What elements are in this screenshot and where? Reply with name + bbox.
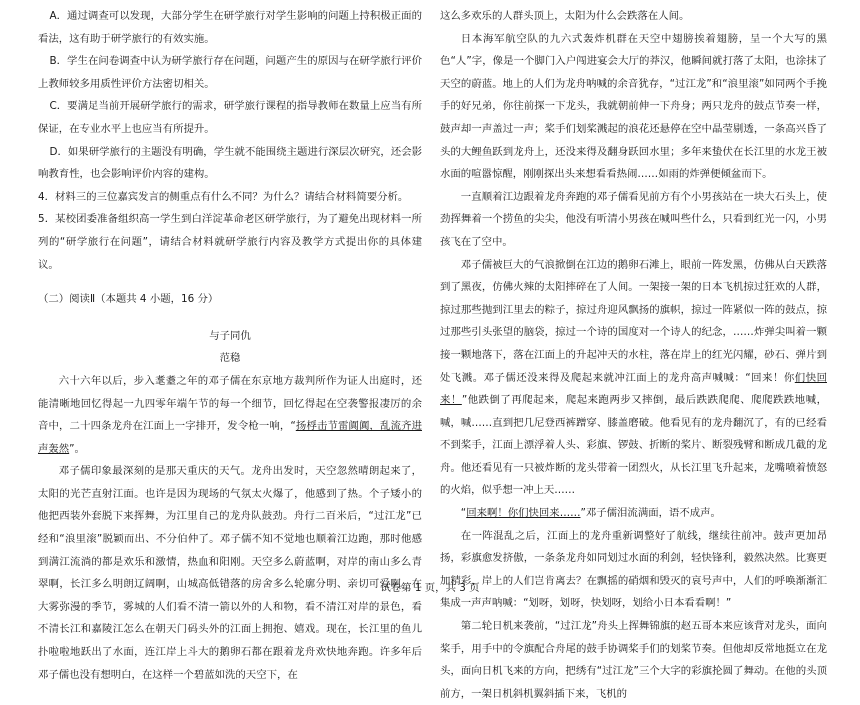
paragraph-9: 第二轮日机来袭前，“过江龙”舟头上挥舞锦旗的赵五哥本来应该背对龙头，面向桨手，用手中的令旗配合舟尾的鼓手协调桨手们的划桨节奏。但他却反常地挺立在龙头，面向日机飞来的方向，把绣有“过江龙”三个大字的彩旗抡圆了舞动。在他的头顶前方，一架日机斜机翼斜插下来，飞机的 [440,620,827,700]
page-footer: 试卷第 1 页，共 3 页 [380,582,480,594]
article-title: 与子同仇 [209,329,251,342]
right-column [440,5,827,705]
paragraph-4: 日本海军航空队的九六式轰炸机群在天空中翅膀挨着翅膀，呈一个大写的黑色“人”字，像是一个脚门入户闯进宴会大厅的莽汉，他瞬间就打落了太阳，也涂抹了天空的蔚蓝。地上的人们为龙舟呐喊的余音犹存，“过江龙”和“浪里滚”如同两个手挽手的好兄弟，你往前探一下龙头，我就朝前伸一下舟身；两只龙舟的鼓点节奏一样，鼓声却一声盖过一声；桨手们划桨溅起的浪花还悬停在空中晶莹剔透，一条高兴昏了头的大鲤鱼跃到龙舟上，还没来得及翻身跃回水里；多年来蛰伏在长江里的水龙王被水面的喧嚣惊醒，刚刚探出头来想看看热闹……如雨的炸弹便倾盆而下。 [440,32,827,181]
paragraph-2: 邓子儒印象最深刻的是那天重庆的天气。龙舟出发时，天空忽然晴朗起来了，太阳的光芒直射江面。也许是因为现场的气氛太火爆了，他感到了热。个子矮小的他把西装外套脱下来挥舞，为江里自己的龙舟队鼓劲。舟行二百米后，“过江龙”已经和“浪里滚”脱颖而出、不分伯仲了。邓子儒不知不觉地也顺着江边跑，那时他感到满江流淌的都是欢乐和激情，热血和阳刚。天空多么蔚蓝啊，对岸的南山多么青翠啊，长江多么明朗辽阔啊，山城高低错落的房舍多么轮廓分明、亲切可爱啊。在大雾弥漫的季节，雾城的人们看不清一箭以外的人和物，看不清江对岸的景色，看不清长江和嘉陵江怎么在朝天门码头外的江面上拥抱、嬉戏。现在，长江里的鱼儿扑啦啦地跃出了水面，连江岸上斗大的鹅卵石都在跟着龙舟欢快地奔跑。许多年后邓子儒也没有想明白，在这样一个碧蓝如洗的天空下，在 [38,465,422,681]
paragraph-6-text: 邓子儒被巨大的气浪掀倒在江边的鹅卵石滩上，眼前一阵发黑，仿佛从白天跌落到了黑夜，仿佛火辣的太阳摔碎在了人间。一架接一架的日本飞机掠过狂欢的人群，掠过那些抛到江里去的粽子，掠过舟迎风飘扬的旗帜，掠过一阵紧似一阵的鼓点，掠过那些引头张望的脑袋，掠过一个诗的国度对一个诗人的纪念，……炸弹尖叫着一颗接一颗地落下，落在江面上的升起冲天的水柱，落在岸上的红光闪耀，砂石、弹片到处飞溅。邓子儒还没来得及爬起来就冲江面上的龙舟高声喊喊：“回来！你 [440,258,827,384]
paragraph-1-text: 六十六年以后，步入耄耋之年的邓子儒在东京地方裁判所作为证人出庭时，还能清晰地回忆得起一九四零年端午节的每一个细节，回忆得起在空袭警报凄厉的余音中，二十四条龙舟在江面上一字排开，发令枪一响，“ [38,374,422,433]
article-author: 范稳 [219,352,241,365]
question-4: 4．材料三的三位嘉宾发言的侧重点有什么不同？为什么？请结合材料简要分析。 [38,190,409,203]
paragraph-8: 在一阵混乱之后，江面上的龙舟重新调整好了航线，继续往前冲。鼓声更加昂扬，彩旗愈发挤傲，一条条龙舟如同划过水面的利剑，轻快锋利，毅然决然。比赛更加精彩，岸上的人们岂肯离去？在飘摇的硝烟和毁灭的哀号声中，人们的呼唤渐渐汇集成一声声呐喊：“划呀，划呀，快划呀，划给小日本看看啊！” [440,529,827,610]
option-a: A．通过调查可以发现，大部分学生在研学旅行对学生影响的问题上持积极正面的看法，这有助于研学旅行的有效实施。 [38,10,422,45]
paragraph-6-end: ”他跌倒了再爬起来，爬起来跑两步又摔倒，最后跌跌爬爬、爬爬跌跌地喊，喊，喊……直到把几尼登西裤蹭穿、膝盖磨破。他看见有的龙舟翻沉了，有的已经看不到桨手，江面上漂浮着人头、彩旗、锣鼓、折断的桨片、断裂残臂和断成几截的龙舟。他还看见有一只被炸断的龙头带着一团烈火，从长江里飞升起来，龙嘴喷着愤怒的火焰，似乎想一冲上天…… [440,394,827,497]
paragraph-1 [38,370,422,460]
paragraph-7 [440,502,827,525]
option-c: C．要满足当前开展研学旅行的需求，研学旅行课程的指导教师在数量上应当有所保证，在专业水平上也应当有所提升。 [38,100,422,135]
section-heading: （二）阅读Ⅱ（本题共 4 小题，16 分） [38,293,219,306]
question-5: 5．某校团委准备组织高一学生到白洋淀革命老区研学旅行，为了避免出现材料一所列的“研学旅行在问题”，请结合材料就研学旅行内容及教学方式提出你的具体建议。 [38,213,422,271]
option-b: B．学生在问卷调查中认为研学旅行存在问题，问题产生的原因与在研学旅行评价上教师较多用质性评价方法密切相关。 [38,55,422,90]
paragraph-7-open: “ [460,507,467,520]
paragraph-1-end: ”。 [69,442,85,455]
paragraph-7-end: ”邓子儒泪流满面，语不成声。 [580,507,721,520]
option-d: D．如果研学旅行的主题没有明确，学生就不能围绕主题进行深层次研究，还会影响教育性，也会影响评价内容的建构。 [38,145,422,181]
underlined-shout: 们快回来！ [440,371,827,407]
underlined-quote: 扬桴击节雷阗阗，乱流齐进声轰然 [38,420,422,455]
underlined-shout-2: 回来啊！你们快回来…… [466,507,581,520]
paragraph-6 [440,254,827,503]
paragraph-5: 一直顺着江边跟着龙舟奔跑的邓子儒看见前方有个小男孩站在一块大石头上，使劲挥舞着一个捞鱼的尖尖，他没有听清小男孩在喊叫些什么，只看到红光一闪，小男孩飞在了空中。 [440,190,827,248]
paragraph-3: 这么多欢乐的人群头顶上，太阳为什么会跌落在人间。 [440,10,690,22]
